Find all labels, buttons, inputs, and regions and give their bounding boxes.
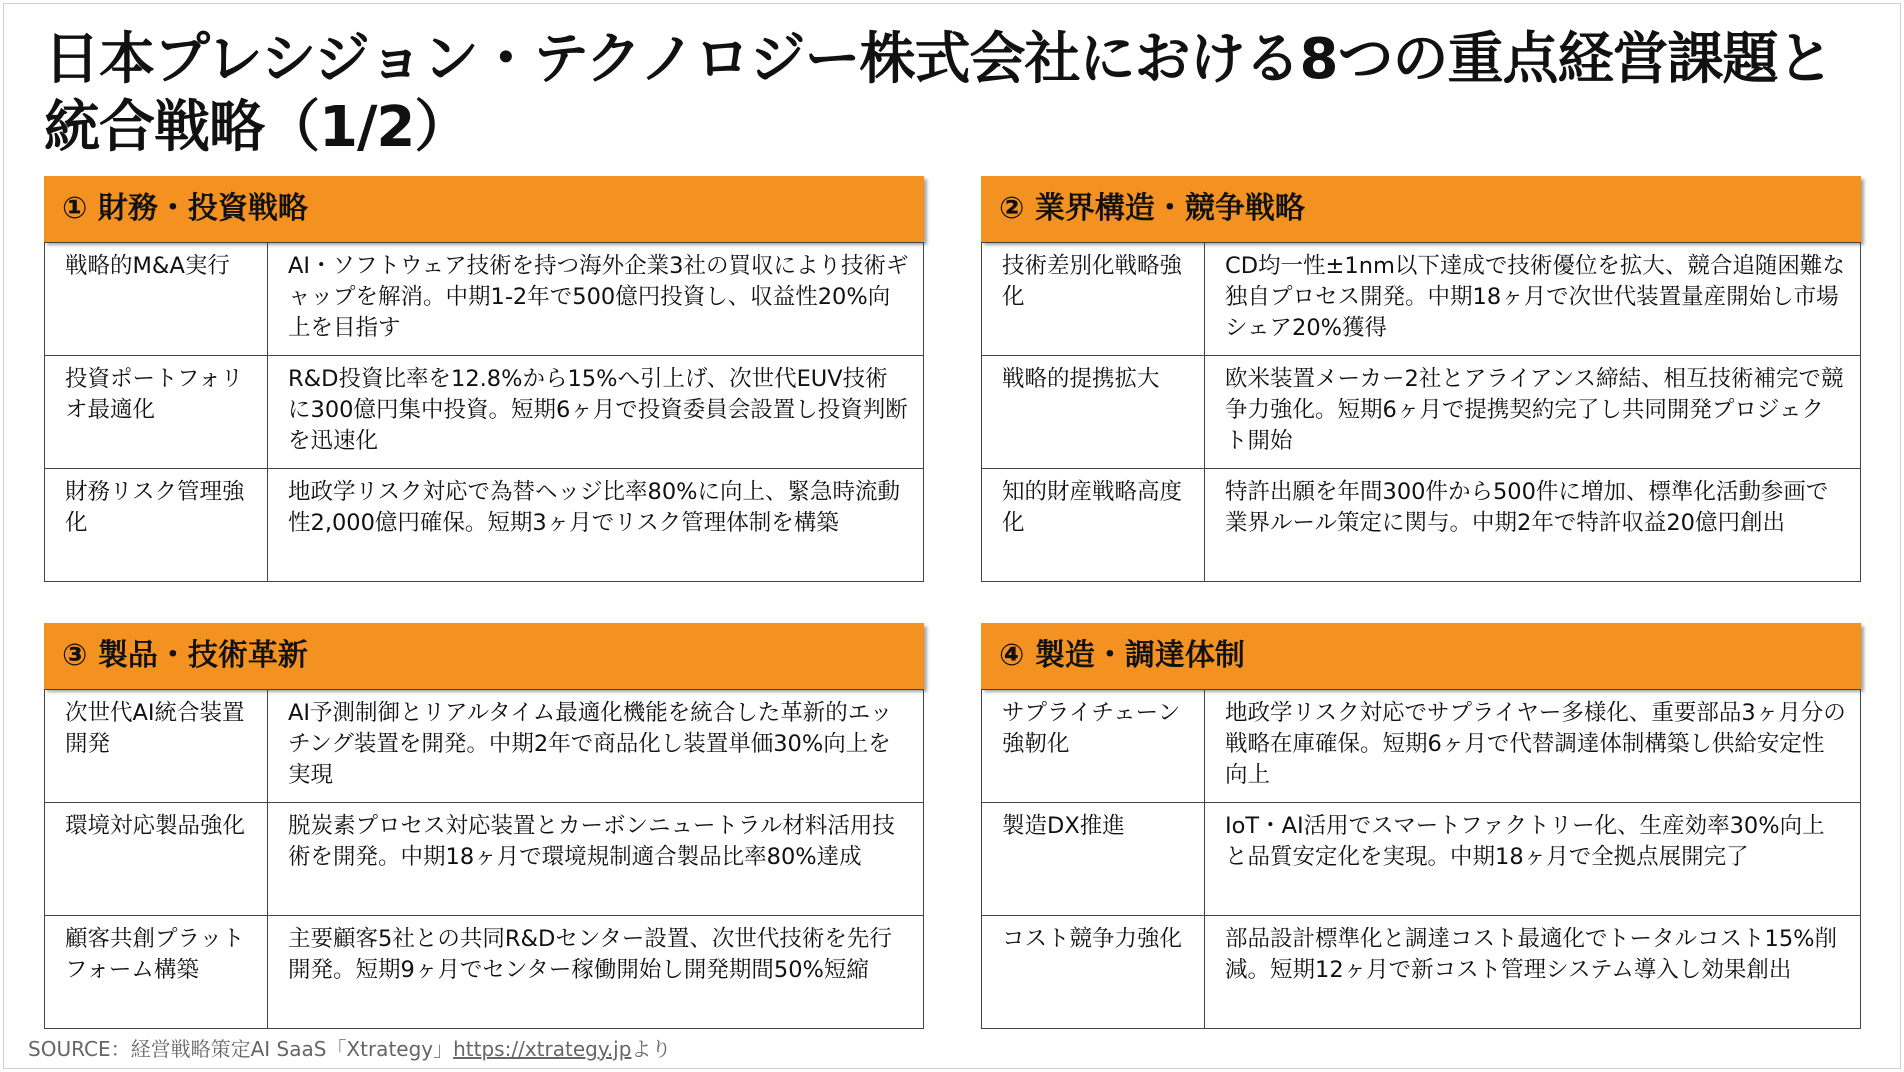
strategy-description: 地政学リスク対応でサプライヤー多様化、重要部品3ヶ月分の戦略在庫確保。短期6ヶ月で代替調達体制構築し供給安定性向上 — [1205, 690, 1861, 803]
issue-label: サプライチェーン強靭化 — [982, 690, 1205, 803]
strategy-description: AI・ソフトウェア技術を持つ海外企業3社の買収により技術ギャップを解消。中期1-2年で500億円投資し、収益性20%向上を目指す — [268, 243, 924, 356]
strategy-description: 欧米装置メーカー2社とアライアンス締結、相互技術補完で競争力強化。短期6ヶ月で提携契約完了し共同開発プロジェクト開始 — [1205, 356, 1861, 469]
table-row — [45, 916, 924, 1029]
panel-industry-competition — [981, 176, 1861, 582]
table-row — [982, 690, 1861, 803]
issue-label: コスト競争力強化 — [982, 916, 1205, 1029]
panel-header: ② 業界構造・競争戦略 — [981, 176, 1861, 242]
strategy-table — [44, 689, 924, 1029]
strategy-description: 地政学リスク対応で為替ヘッジ比率80%に向上、緊急時流動性2,000億円確保。短期3ヶ月でリスク管理体制を構築 — [268, 469, 924, 582]
strategy-description: 特許出願を年間300件から500件に増加、標準化活動参画で業界ルール策定に関与。中期2年で特許収益20億円創出 — [1205, 469, 1861, 582]
issue-label: 環境対応製品強化 — [45, 803, 268, 916]
issue-label: 次世代AI統合装置開発 — [45, 690, 268, 803]
strategy-description: CD均一性±1nm以下達成で技術優位を拡大、競合追随困難な独自プロセス開発。中期18ヶ月で次世代装置量産開始し市場シェア20%獲得 — [1205, 243, 1861, 356]
source-link[interactable]: https://xtrategy.jp — [453, 1037, 632, 1061]
strategy-description: 部品設計標準化と調達コスト最適化でトータルコスト15%削減。短期12ヶ月で新コスト管理システム導入し効果創出 — [1205, 916, 1861, 1029]
strategy-description: R&D投資比率を12.8%から15%へ引上げ、次世代EUV技術に300億円集中投資。短期6ヶ月で投資委員会設置し投資判断を迅速化 — [268, 356, 924, 469]
panel-header: ① 財務・投資戦略 — [44, 176, 924, 242]
panel-header: ④ 製造・調達体制 — [981, 623, 1861, 689]
table-row — [982, 243, 1861, 356]
page-title: 日本プレシジョン・テクノロジー株式会社における8つの重点経営課題と統合戦略（1/2） — [44, 27, 1833, 160]
strategy-description: AI予測制御とリアルタイム最適化機能を統合した革新的エッチング装置を開発。中期2年で商品化し装置単価30%向上を実現 — [268, 690, 924, 803]
table-row — [982, 916, 1861, 1029]
source-prefix: SOURCE：経営戦略策定AI SaaS「Xtrategy」 — [28, 1037, 454, 1061]
issue-label: 財務リスク管理強化 — [45, 469, 268, 582]
issue-label: 顧客共創プラットフォーム構築 — [45, 916, 268, 1029]
strategy-table — [981, 242, 1861, 582]
strategy-table — [981, 689, 1861, 1029]
strategy-description: IoT・AI活用でスマートファクトリー化、生産効率30%向上と品質安定化を実現。中期18ヶ月で全拠点展開完了 — [1205, 803, 1861, 916]
table-row — [45, 803, 924, 916]
table-row — [982, 356, 1861, 469]
table-row — [982, 469, 1861, 582]
strategy-table — [44, 242, 924, 582]
strategy-description: 脱炭素プロセス対応装置とカーボンニュートラル材料活用技術を開発。中期18ヶ月で環境規制適合製品比率80%達成 — [268, 803, 924, 916]
table-row — [45, 469, 924, 582]
source-suffix: より — [631, 1037, 672, 1061]
source-note — [28, 1036, 671, 1062]
table-row — [45, 243, 924, 356]
panel-product-innovation — [44, 623, 924, 1029]
issue-label: 知的財産戦略高度化 — [982, 469, 1205, 582]
issue-label: 技術差別化戦略強化 — [982, 243, 1205, 356]
strategy-description: 主要顧客5社との共同R&Dセンター設置、次世代技術を先行開発。短期9ヶ月でセンター稼働開始し開発期間50%短縮 — [268, 916, 924, 1029]
table-row — [982, 803, 1861, 916]
panel-header: ③ 製品・技術革新 — [44, 623, 924, 689]
panel-finance-investment — [44, 176, 924, 582]
panel-manufacturing-procurement — [981, 623, 1861, 1029]
table-row — [45, 690, 924, 803]
table-row — [45, 356, 924, 469]
issue-label: 投資ポートフォリオ最適化 — [45, 356, 268, 469]
issue-label: 戦略的提携拡大 — [982, 356, 1205, 469]
issue-label: 製造DX推進 — [982, 803, 1205, 916]
issue-label: 戦略的M&A実行 — [45, 243, 268, 356]
